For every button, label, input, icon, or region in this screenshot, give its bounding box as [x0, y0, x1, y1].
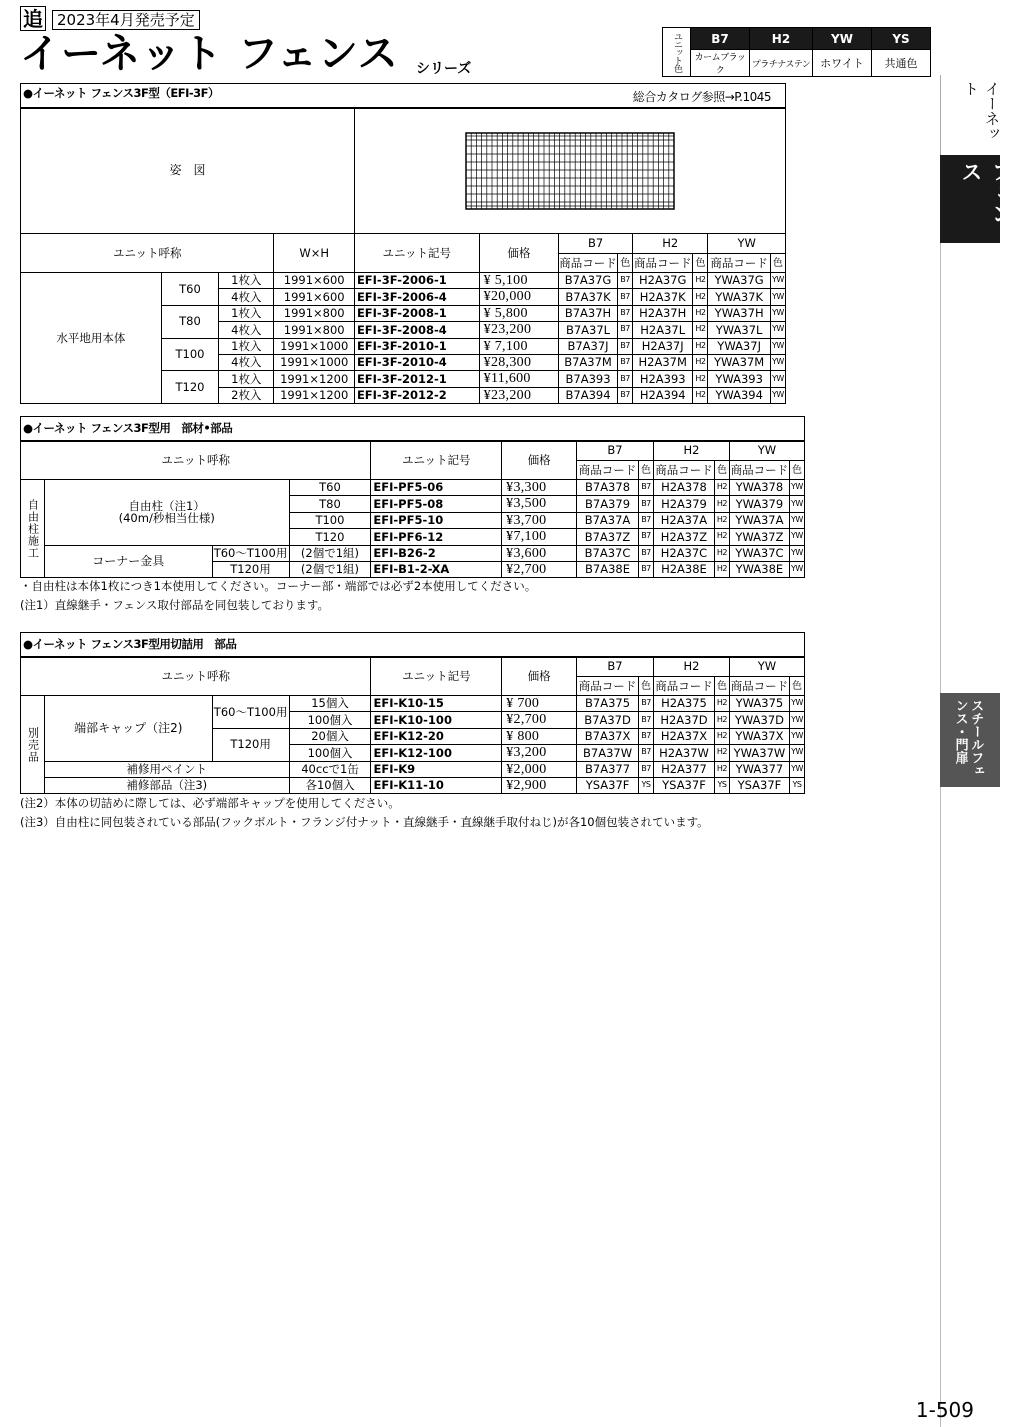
s2-col-unit-name: ユニット呼称	[21, 441, 371, 480]
unit-symbol: EFI-3F-2010-1	[354, 338, 479, 354]
t-size: T120	[161, 371, 218, 404]
t-size: T100	[161, 338, 218, 371]
unit-symbol: EFI-3F-2006-1	[354, 273, 479, 289]
unit-symbol: EFI-K12-100	[371, 745, 502, 761]
h2-color-mark: H2	[693, 387, 708, 403]
t-size: T120用	[212, 561, 289, 577]
price: ¥ 700	[502, 696, 577, 712]
dimension: 1991×1000	[274, 354, 354, 370]
s2-col-h2-color: 色	[714, 461, 729, 480]
h2-color-mark: H2	[714, 529, 729, 545]
b7-color-mark: B7	[617, 273, 632, 289]
b7-color-mark: B7	[639, 761, 654, 777]
color-code-yw: YW	[813, 28, 872, 50]
h2-code: H2A37X	[654, 728, 715, 744]
col-price: 価格	[479, 234, 558, 273]
h2-color-mark: H2	[714, 728, 729, 744]
t-size: T80	[161, 305, 218, 338]
t-size: T60	[289, 480, 371, 496]
s3-col-price: 価格	[502, 657, 577, 696]
h2-color-mark: H2	[693, 354, 708, 370]
dimension: 1991×1000	[274, 338, 354, 354]
post-label	[44, 480, 289, 546]
h2-color-mark: H2	[693, 338, 708, 354]
s2-col-symbol: ユニット記号	[371, 441, 502, 480]
col-h2: H2	[633, 234, 708, 254]
yw-code: YWA37W	[729, 745, 789, 761]
section2-table	[20, 416, 805, 578]
yw-color-mark: YW	[770, 387, 785, 403]
unit-symbol: EFI-3F-2006-4	[354, 289, 479, 305]
b7-code: B7A37D	[577, 712, 639, 728]
s3-col-b7-color: 色	[639, 677, 654, 696]
b7-color-mark: B7	[617, 322, 632, 338]
quantity: 4枚入	[219, 322, 274, 338]
b7-code: B7A37M	[559, 354, 618, 370]
section3-table	[20, 632, 805, 794]
s2-col-h2-code: 商品コード	[653, 461, 714, 480]
h2-code: H2A375	[654, 696, 715, 712]
unit-symbol: EFI-3F-2012-1	[354, 371, 479, 387]
yw-color-mark: YW	[770, 371, 785, 387]
h2-code: H2A37A	[653, 512, 714, 528]
page-title: イーネット フェンス	[20, 31, 399, 77]
s2-col-price: 価格	[502, 441, 577, 480]
addition-badge: 追	[20, 6, 46, 31]
b7-code: B7A37G	[559, 273, 618, 289]
yw-code: YWA379	[729, 496, 789, 512]
b7-code: B7A37C	[577, 545, 639, 561]
unit-symbol: EFI-K10-100	[371, 712, 502, 728]
unit-color-table	[662, 27, 931, 77]
h2-color-mark: H2	[693, 322, 708, 338]
b7-code: B7A393	[559, 371, 618, 387]
table-row	[21, 545, 805, 561]
yw-code: YWA37H	[708, 305, 770, 321]
b7-code: B7A37A	[577, 512, 639, 528]
yw-code: YWA37J	[708, 338, 770, 354]
unit-symbol: EFI-K10-15	[371, 696, 502, 712]
b7-code: B7A38E	[577, 561, 639, 577]
yw-code: YWA37K	[708, 289, 770, 305]
h2-color-mark: H2	[693, 371, 708, 387]
col-yw: YW	[708, 234, 786, 254]
section1-table	[20, 83, 786, 404]
sidebar-tab-steel-label: スチールフェンス・門扉	[952, 699, 984, 777]
yw-code: YWA393	[708, 371, 770, 387]
b7-color-mark: B7	[639, 496, 654, 512]
yw-color-mark: YW	[770, 289, 785, 305]
unit-symbol: EFI-PF5-06	[371, 480, 502, 496]
color-code-h2: H2	[750, 28, 813, 50]
price: ¥ 5,100	[479, 273, 558, 289]
fence-grid-image	[465, 132, 675, 210]
unit-symbol: EFI-PF6-12	[371, 529, 502, 545]
price: ¥11,600	[479, 371, 558, 387]
sidebar-rail-lower	[940, 787, 1001, 1427]
s3-col-yw-color: 色	[789, 677, 804, 696]
dimension: 1991×600	[274, 289, 354, 305]
h2-code: H2A379	[653, 496, 714, 512]
sidebar-tab-fence[interactable]	[940, 155, 1013, 243]
s3-col-yw: YW	[729, 657, 804, 677]
yw-code: YWA394	[708, 387, 770, 403]
quantity: 100個入	[289, 745, 371, 761]
h2-color-mark: YS	[714, 777, 729, 793]
h2-code: H2A38E	[653, 561, 714, 577]
h2-code: H2A37G	[633, 273, 693, 289]
s2-note-2: (注1）直線継手・フェンス取付部品を同包装しております。	[20, 598, 329, 612]
unit-symbol: EFI-K11-10	[371, 777, 502, 793]
dimension: 1991×1200	[274, 387, 354, 403]
quantity: 20個入	[289, 728, 371, 744]
s3-col-b7: B7	[577, 657, 654, 677]
s2-col-yw-color: 色	[789, 461, 804, 480]
price: ¥ 7,100	[479, 338, 558, 354]
quantity: 1枚入	[219, 338, 274, 354]
unit-symbol: EFI-PF5-10	[371, 512, 502, 528]
yw-color-mark: YW	[789, 545, 804, 561]
b7-color-mark: B7	[617, 371, 632, 387]
price: ¥3,600	[502, 545, 577, 561]
s2-col-h2: H2	[653, 441, 729, 461]
s3-col-h2-color: 色	[714, 677, 729, 696]
b7-color-mark: YS	[639, 777, 654, 793]
color-name-h2: プラチナステン	[750, 50, 813, 77]
yw-color-mark: YW	[770, 273, 785, 289]
dimension: 1991×800	[274, 322, 354, 338]
yw-color-mark: YW	[789, 745, 804, 761]
b7-code: B7A377	[577, 761, 639, 777]
table-row	[21, 480, 805, 496]
price: ¥ 5,800	[479, 305, 558, 321]
s3-col-h2: H2	[654, 657, 730, 677]
price: ¥23,200	[479, 387, 558, 403]
h2-color-mark: H2	[714, 496, 729, 512]
b7-color-mark: B7	[617, 354, 632, 370]
fence-figure	[354, 108, 785, 234]
quantity: 4枚入	[219, 354, 274, 370]
paint-label: 補修用ペイント	[44, 761, 289, 777]
quantity: 4枚入	[219, 289, 274, 305]
b7-color-mark: B7	[617, 387, 632, 403]
corner-label: コーナー金具	[44, 545, 212, 578]
price: ¥2,000	[502, 761, 577, 777]
release-badge: 2023年4月発売予定	[52, 10, 200, 30]
b7-color-mark: B7	[639, 696, 654, 712]
price: ¥3,300	[502, 480, 577, 496]
yw-code: YWA37G	[708, 273, 770, 289]
quantity: 1枚入	[219, 305, 274, 321]
yw-color-mark: YW	[770, 354, 785, 370]
yw-color-mark: YW	[789, 561, 804, 577]
color-name-ys: 共通色	[872, 50, 931, 77]
t-size: T120	[289, 529, 371, 545]
side-label: 別売品	[21, 696, 45, 794]
yw-code: YWA377	[729, 761, 789, 777]
t-size: T100	[289, 512, 371, 528]
quantity: 100個入	[289, 712, 371, 728]
yw-code: YWA378	[729, 480, 789, 496]
yw-code: YWA38E	[729, 561, 789, 577]
h2-color-mark: H2	[714, 512, 729, 528]
figure-label: 姿 図	[21, 108, 355, 234]
unit-symbol: EFI-3F-2008-1	[354, 305, 479, 321]
section2-title: ●イーネット フェンス3F型用 部材•部品	[21, 417, 805, 441]
col-symbol: ユニット記号	[354, 234, 479, 273]
b7-color-mark: B7	[639, 480, 654, 496]
s2-col-b7: B7	[577, 441, 654, 461]
yw-color-mark: YW	[789, 696, 804, 712]
h2-code: H2A37H	[633, 305, 693, 321]
quantity: 各10個入	[289, 777, 371, 793]
price: ¥3,500	[502, 496, 577, 512]
color-code-ys: YS	[872, 28, 931, 50]
h2-code: H2A37D	[654, 712, 715, 728]
col-unit-name: ユニット呼称	[21, 234, 274, 273]
yw-color-mark: YW	[789, 512, 804, 528]
post-name: 自由柱（注1）	[128, 498, 205, 513]
yw-code: YSA37F	[729, 777, 789, 793]
dimension: 1991×1200	[274, 371, 354, 387]
h2-code: H2A37W	[654, 745, 715, 761]
sidebar-rail	[940, 243, 1001, 693]
price: ¥7,100	[502, 529, 577, 545]
b7-color-mark: B7	[639, 745, 654, 761]
col-h2-color: 色	[693, 254, 708, 273]
cap-size: T120用	[212, 728, 289, 761]
yw-color-mark: YW	[789, 712, 804, 728]
yw-code: YWA37C	[729, 545, 789, 561]
table-row	[21, 696, 805, 712]
yw-code: YWA37A	[729, 512, 789, 528]
color-name-b7: カームブラック	[691, 50, 750, 77]
b7-code: B7A37H	[559, 305, 618, 321]
sidebar-tab-enet[interactable]	[940, 75, 1001, 155]
sidebar-tab-fence-label: フェンス	[959, 161, 1013, 224]
yw-color-mark: YW	[789, 761, 804, 777]
s2-col-b7-color: 色	[639, 461, 654, 480]
s2-col-yw: YW	[729, 441, 804, 461]
s2-note-1: ・自由柱は本体1枚につき1本使用してください。コーナー部・端部では必ず2本使用してください。	[20, 579, 537, 593]
b7-color-mark: B7	[639, 712, 654, 728]
color-code-b7: B7	[691, 28, 750, 50]
b7-code: B7A37K	[559, 289, 618, 305]
quantity: (2個で1組)	[289, 561, 371, 577]
s3-col-h2-code: 商品コード	[654, 677, 715, 696]
table-row	[21, 273, 786, 289]
col-b7-code: 商品コード	[559, 254, 618, 273]
page-number: 1-509	[915, 1398, 974, 1422]
yw-code: YWA37L	[708, 322, 770, 338]
h2-code: H2A37J	[633, 338, 693, 354]
sidebar-tab-steel[interactable]	[940, 693, 1000, 787]
yw-color-mark: YW	[789, 496, 804, 512]
yw-code: YWA37M	[708, 354, 770, 370]
h2-code: H2A37L	[633, 322, 693, 338]
unit-symbol: EFI-3F-2012-2	[354, 387, 479, 403]
price: ¥2,700	[502, 712, 577, 728]
price: ¥28,300	[479, 354, 558, 370]
parts-label: 補修部品（注3)	[44, 777, 289, 793]
yw-code: YWA37Z	[729, 529, 789, 545]
unit-symbol: EFI-PF5-08	[371, 496, 502, 512]
col-yw-color: 色	[770, 254, 785, 273]
h2-code: H2A37C	[653, 545, 714, 561]
col-wh: W×H	[274, 234, 354, 273]
section1-title: ●イーネット フェンス3F型（EFI-3F） 総合カタログ参照→P.1045	[21, 84, 786, 108]
t-size: T60〜T100用	[213, 545, 288, 560]
h2-color-mark: H2	[714, 561, 729, 577]
yw-color-mark: YW	[789, 480, 804, 496]
dimension: 1991×800	[274, 305, 354, 321]
h2-code: H2A378	[653, 480, 714, 496]
b7-code: B7A37L	[559, 322, 618, 338]
h2-color-mark: H2	[714, 761, 729, 777]
h2-code: YSA37F	[654, 777, 715, 793]
catalog-ref: 総合カタログ参照→P.1045	[632, 89, 771, 104]
yw-code: YWA37D	[729, 712, 789, 728]
b7-color-mark: B7	[617, 338, 632, 354]
dimension: 1991×600	[274, 273, 354, 289]
s3-note-2: (注2）本体の切詰めに際しては、必ず端部キャップを使用してください。	[20, 796, 400, 810]
quantity: 1枚入	[219, 273, 274, 289]
s3-col-yw-code: 商品コード	[729, 677, 789, 696]
h2-color-mark: H2	[693, 305, 708, 321]
b7-color-mark: B7	[639, 529, 654, 545]
h2-color-mark: H2	[693, 289, 708, 305]
yw-code: YWA375	[729, 696, 789, 712]
h2-code: H2A37Z	[653, 529, 714, 545]
b7-code: YSA37F	[577, 777, 639, 793]
b7-code: B7A37Z	[577, 529, 639, 545]
h2-code: H2A394	[633, 387, 693, 403]
quantity: 1枚入	[219, 371, 274, 387]
col-yw-code: 商品コード	[708, 254, 770, 273]
b7-color-mark: B7	[639, 561, 654, 577]
s2-col-b7-code: 商品コード	[577, 461, 639, 480]
s3-col-b7-code: 商品コード	[577, 677, 639, 696]
b7-code: B7A375	[577, 696, 639, 712]
unit-symbol: EFI-3F-2008-4	[354, 322, 479, 338]
side-label: 自由柱施工	[21, 480, 45, 578]
s2-col-yw-code: 商品コード	[729, 461, 789, 480]
b7-color-mark: B7	[639, 728, 654, 744]
cap-label: 端部キャップ（注2)	[44, 696, 212, 762]
h2-color-mark: H2	[714, 480, 729, 496]
post-spec: (40m/秒相当仕様)	[118, 511, 215, 526]
yw-code: YWA37X	[729, 728, 789, 744]
s3-col-unit-name: ユニット呼称	[21, 657, 371, 696]
col-b7-color: 色	[617, 254, 632, 273]
yw-color-mark: YW	[770, 305, 785, 321]
b7-code: B7A379	[577, 496, 639, 512]
col-h2-code: 商品コード	[633, 254, 693, 273]
h2-color-mark: H2	[693, 273, 708, 289]
h2-code: H2A377	[654, 761, 715, 777]
price: ¥ 800	[502, 728, 577, 744]
yw-color-mark: YW	[770, 338, 785, 354]
table-row	[21, 761, 805, 777]
price: ¥3,200	[502, 745, 577, 761]
page-subtitle: シリーズ	[416, 61, 472, 77]
col-b7: B7	[559, 234, 633, 254]
yw-color-mark: YS	[789, 777, 804, 793]
h2-code: H2A393	[633, 371, 693, 387]
quantity: 15個入	[289, 696, 371, 712]
b7-code: B7A394	[559, 387, 618, 403]
unit-color-label: ユニット色	[663, 28, 691, 77]
table-row	[21, 777, 805, 793]
unit-symbol: EFI-3F-2010-4	[354, 354, 479, 370]
group-label: 水平地用本体	[21, 273, 162, 404]
unit-symbol: EFI-B26-2	[371, 545, 502, 561]
b7-code: B7A378	[577, 480, 639, 496]
b7-color-mark: B7	[617, 289, 632, 305]
quantity: 40ccで1缶	[289, 761, 371, 777]
price: ¥3,700	[502, 512, 577, 528]
b7-color-mark: B7	[639, 545, 654, 561]
h2-color-mark: H2	[714, 545, 729, 561]
quantity: (2個で1組)	[289, 545, 371, 561]
h2-code: H2A37M	[633, 354, 693, 370]
b7-color-mark: B7	[639, 512, 654, 528]
price: ¥23,200	[479, 322, 558, 338]
color-name-yw: ホワイト	[813, 50, 872, 77]
h2-color-mark: H2	[714, 712, 729, 728]
unit-symbol: EFI-K9	[371, 761, 502, 777]
h2-color-mark: H2	[714, 696, 729, 712]
b7-color-mark: B7	[617, 305, 632, 321]
yw-color-mark: YW	[770, 322, 785, 338]
s3-note-3: (注3）自由柱に同包装されている部品(フックボルト・フランジ付ナット・直線継手・直線継手取付ねじ)が各10個包装されています。	[20, 815, 709, 829]
cap-size: T60〜T100用	[212, 696, 289, 729]
price: ¥2,900	[502, 777, 577, 793]
price: ¥2,700	[502, 561, 577, 577]
unit-symbol: EFI-K12-20	[371, 728, 502, 744]
quantity: 2枚入	[219, 387, 274, 403]
b7-code: B7A37X	[577, 728, 639, 744]
sidebar-tab-enet-label: イーネット	[962, 81, 1001, 141]
section3-title: ●イーネット フェンス3F型用切詰用 部品	[21, 633, 805, 657]
h2-code: H2A37K	[633, 289, 693, 305]
unit-symbol: EFI-B1-2-XA	[371, 561, 502, 577]
price: ¥20,000	[479, 289, 558, 305]
s3-col-symbol: ユニット記号	[371, 657, 502, 696]
h2-color-mark: H2	[714, 745, 729, 761]
b7-code: B7A37J	[559, 338, 618, 354]
yw-color-mark: YW	[789, 529, 804, 545]
t-size: T80	[289, 496, 371, 512]
t-size: T60	[161, 273, 218, 306]
b7-code: B7A37W	[577, 745, 639, 761]
yw-color-mark: YW	[789, 728, 804, 744]
